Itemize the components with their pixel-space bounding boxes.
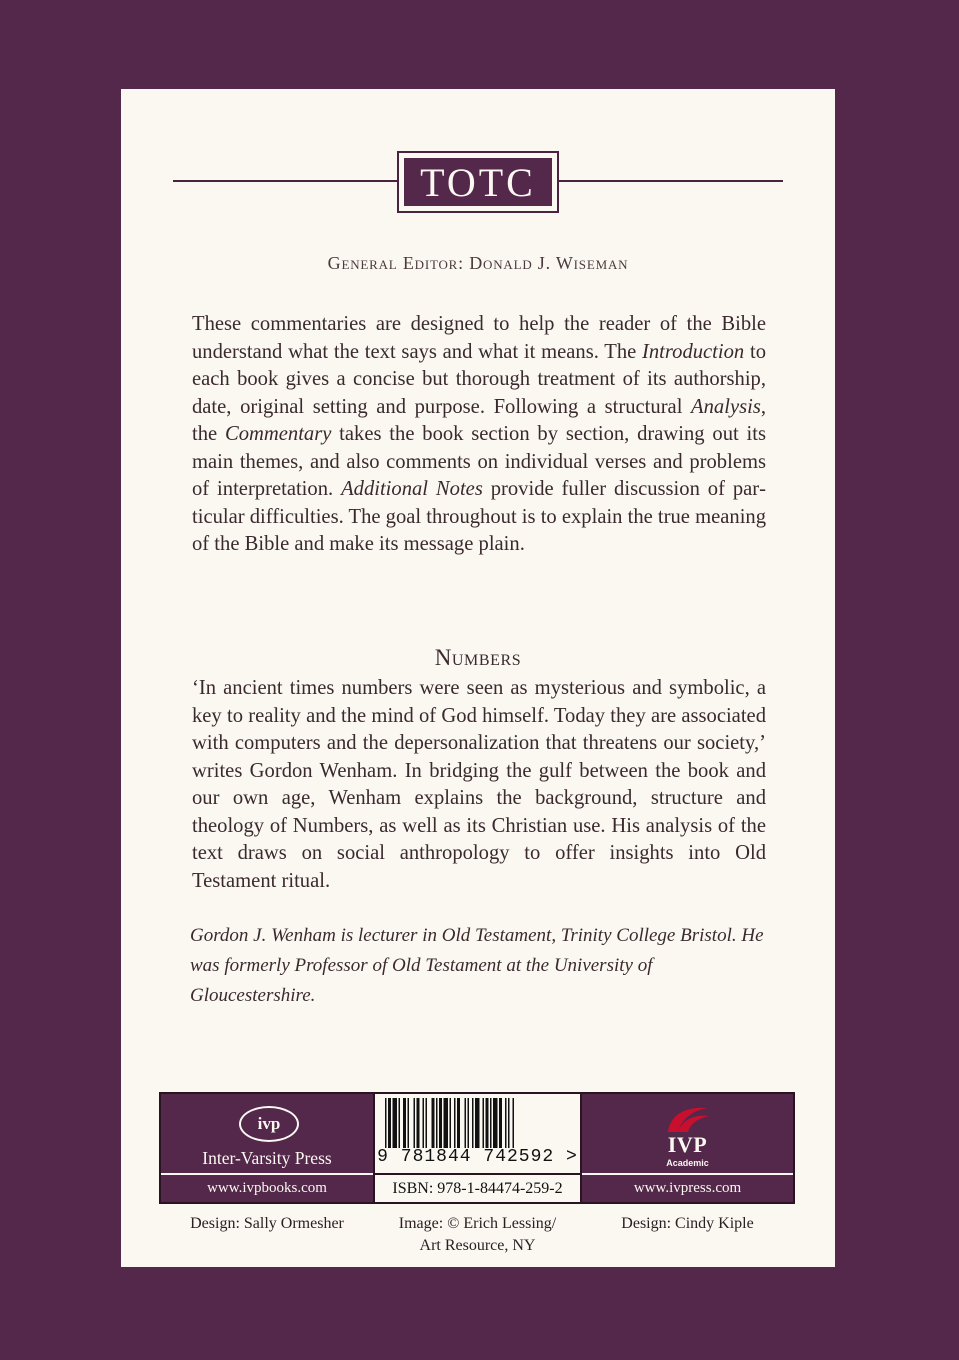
ivp-academic-box <box>580 1092 795 1204</box>
author-note: Gordon J. Wenham is lecturer in Old Testament, Trinity College Bristol. He was formerly Professor of Old Testament at the University of Gloucestershire. <box>190 925 764 1006</box>
book-title: Numbers <box>434 645 522 670</box>
series-analysis: Analysis <box>691 395 761 418</box>
isbn: ISBN: 978-1-84474-259-2 <box>375 1173 580 1202</box>
series-text-4: takes the book section by section, drawing out its main themes, and also comments on individual verses and problems of interpretation. <box>192 423 766 500</box>
image-credit-line1: Image: © Erich Lessing/ <box>398 1215 557 1232</box>
ivp-name: Inter-Varsity Press <box>202 1148 332 1168</box>
totc-logo-text: TOTC <box>404 158 552 206</box>
series-text-5: provide fuller discussion of particular difficulties. The goal throughout is to explain the true meaning of the Bible and make its message plain. <box>192 478 767 555</box>
series-description <box>192 311 766 559</box>
series-text-2: to each book gives a concise but thorough treatment of its authorship, date, original setting and purpose. Following a structural <box>192 340 766 418</box>
ivp-uk-box <box>159 1092 375 1204</box>
totc-logo <box>397 151 559 213</box>
barcode-digits: 9 781844 742592 > <box>377 1147 578 1167</box>
design-credit-right: Design: Cindy Kiple <box>621 1215 754 1232</box>
series-commentary: Commentary <box>224 423 332 445</box>
barcode-box <box>373 1092 582 1204</box>
header-rule-left <box>173 180 397 182</box>
publisher-bar <box>159 1092 795 1204</box>
series-text-1: These commentaries are designed to help the reader of the Bible understand what the text says and what it means. The <box>192 313 766 363</box>
ivp-press-url[interactable]: www.ivpress.com <box>582 1173 793 1202</box>
book-blurb: ‘In ancient times numbers were seen as mysterious and symbolic, a key to reality and the mind of God himself. Today they are associated with computers and the depersonalization that threatens our society,’ writes Gordon Wenham. In bridging the gulf between the book and our own age, Wenham explains the background, structure and theology of Numbers, as well as its Christian use. His analysis of the text draws on social anthropology to offer insights into Old Testament ritual. <box>192 677 766 892</box>
flame-icon <box>664 1102 714 1134</box>
ivp-academic-logo: IVP <box>667 1132 708 1157</box>
general-editor: General Editor: Donald J. Wiseman <box>327 253 629 273</box>
header-rule-right <box>559 180 783 182</box>
series-introduction: Introduction <box>642 340 745 363</box>
ivp-logo: ivp <box>239 1106 299 1142</box>
series-additional-notes: Additional Notes <box>341 478 483 500</box>
series-text-3: , the <box>192 395 766 445</box>
academic-label: Academic <box>666 1158 709 1168</box>
design-credit-left: Design: Sally Ormesher <box>190 1215 344 1232</box>
image-credit <box>373 1213 582 1257</box>
ivp-books-url[interactable]: www.ivpbooks.com <box>161 1173 373 1202</box>
barcode-icon <box>385 1098 570 1148</box>
image-credit-line2: Art Resource, NY <box>419 1237 536 1254</box>
back-cover-panel <box>121 89 835 1267</box>
